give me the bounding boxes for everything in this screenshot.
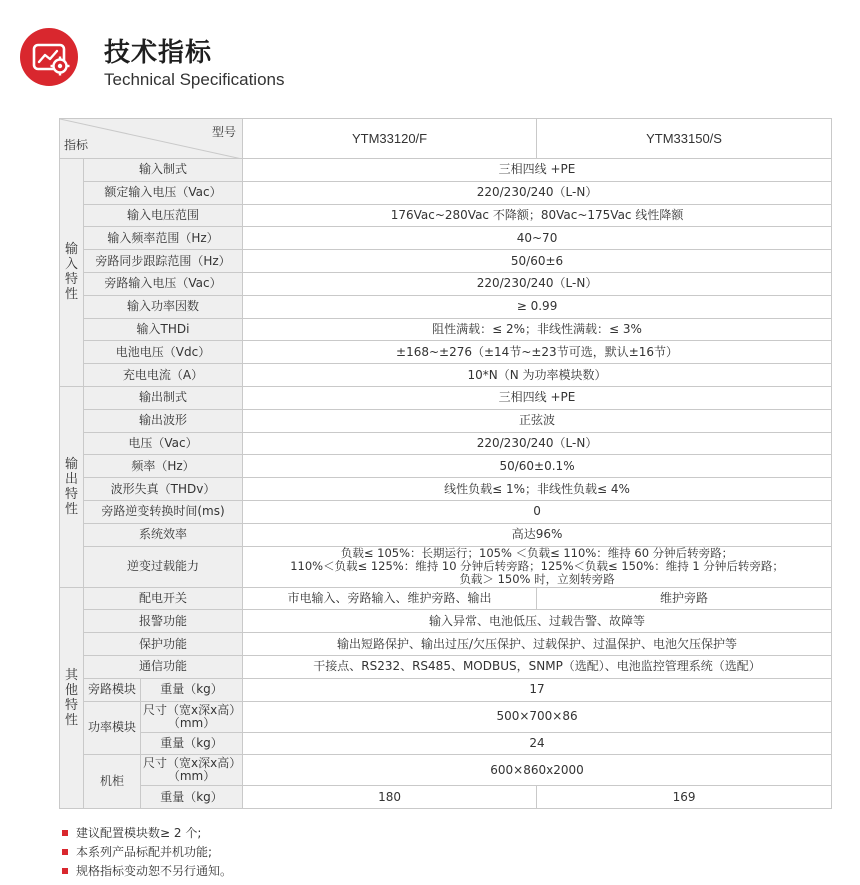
row-value: 10*N（N 为功率模块数） <box>243 364 832 387</box>
row-label: 额定输入电压（Vac） <box>84 181 243 204</box>
table-row <box>60 633 832 656</box>
row-label: 报警功能 <box>84 610 243 633</box>
list-item: 本系列产品标配并机功能; <box>62 843 232 862</box>
row-label: 系统效率 <box>84 523 243 546</box>
row-label: 尺寸（宽x深x高） （mm） <box>141 701 243 732</box>
row-value: 220/230/240（L-N） <box>243 272 832 295</box>
table-row <box>60 610 832 633</box>
table-row <box>60 295 832 318</box>
row-label: 输入频率范围（Hz） <box>84 227 243 250</box>
row-value: 600×860x2000 <box>243 755 832 786</box>
table-row <box>60 432 832 455</box>
table-row <box>60 655 832 678</box>
group-output: 输出特性 <box>60 386 84 587</box>
row-label: 重量（kg） <box>141 732 243 755</box>
row-label: 逆变过载能力 <box>84 546 243 587</box>
row-value: 高达96% <box>243 523 832 546</box>
list-item: 建议配置模块数≥ 2 个; <box>62 824 232 843</box>
gear-chart-icon <box>20 28 78 86</box>
row-value: ±168~±276（±14节~±23节可选，默认±16节） <box>243 341 832 364</box>
table-row <box>60 500 832 523</box>
row-value: 阻性满载：≤ 2%；非线性满载：≤ 3% <box>243 318 832 341</box>
row-value: 输入异常、电池低压、过载告警、故障等 <box>243 610 832 633</box>
table-header-row <box>60 119 832 159</box>
row-label: 通信功能 <box>84 655 243 678</box>
table-row <box>60 478 832 501</box>
row-value: 线性负载≤ 1%；非线性负载≤ 4% <box>243 478 832 501</box>
row-label: 波形失真（THDv） <box>84 478 243 501</box>
table-row <box>60 364 832 387</box>
row-value: 正弦波 <box>243 409 832 432</box>
row-label: 机柜 <box>84 755 141 809</box>
table-row <box>60 250 832 273</box>
group-input: 输入特性 <box>60 159 84 387</box>
row-label: 旁路模块 <box>84 678 141 701</box>
notes-list <box>62 824 232 881</box>
model-header: YTM33150/S <box>537 119 832 159</box>
table-row <box>60 318 832 341</box>
overload-line: 110%＜负载≤ 125%：维持 10 分钟后转旁路；125%＜负载≤ 150%：维持 1 分钟后转旁路； <box>290 559 784 574</box>
row-value: 50/60±6 <box>243 250 832 273</box>
row-label: 保护功能 <box>84 633 243 656</box>
overload-line: 负载＞ 150% 时，立刻转旁路 <box>459 572 615 587</box>
table-corner-cell <box>60 119 243 159</box>
row-value: ≥ 0.99 <box>243 295 832 318</box>
row-value: 169 <box>537 786 832 809</box>
row-value: 干接点、RS232、RS485、MODBUS，SNMP（选配）、电池监控管理系统（选配） <box>243 655 832 678</box>
row-label: 旁路同步跟踪范围（Hz） <box>84 250 243 273</box>
row-label: 输入制式 <box>84 159 243 182</box>
row-value: 维护旁路 <box>537 587 832 610</box>
row-label: 重量（kg） <box>141 786 243 809</box>
table-row <box>60 678 832 701</box>
row-label: 重量（kg） <box>141 678 243 701</box>
row-label: 配电开关 <box>84 587 243 610</box>
table-row <box>60 732 832 755</box>
row-value: 0 <box>243 500 832 523</box>
corner-index-label: 指标 <box>64 138 89 152</box>
row-value: 三相四线 +PE <box>243 159 832 182</box>
overload-line: 负载≤ 105%：长期运行；105% ＜负载≤ 110%：维持 60 分钟后转旁路； <box>340 546 734 561</box>
row-value: 220/230/240（L-N） <box>243 432 832 455</box>
table-row <box>60 272 832 295</box>
table-row <box>60 701 832 732</box>
row-value <box>243 546 832 587</box>
row-value: 40~70 <box>243 227 832 250</box>
group-other: 其他特性 <box>60 587 84 809</box>
table-row <box>60 204 832 227</box>
row-label: 输出制式 <box>84 386 243 409</box>
row-value: 输出短路保护、输出过压/欠压保护、过载保护、过温保护、电池欠压保护等 <box>243 633 832 656</box>
row-value: 24 <box>243 732 832 755</box>
page-title: 技术指标 <box>104 38 213 68</box>
row-label: 旁路逆变转换时间(ms) <box>84 500 243 523</box>
table-row <box>60 455 832 478</box>
row-label: 频率（Hz） <box>84 455 243 478</box>
square-bullet-icon <box>62 830 68 836</box>
row-label: 输出波形 <box>84 409 243 432</box>
table-row <box>60 786 832 809</box>
table-row <box>60 159 832 182</box>
table-row <box>60 409 832 432</box>
square-bullet-icon <box>62 849 68 855</box>
row-label: 功率模块 <box>84 701 141 755</box>
table-row <box>60 341 832 364</box>
row-value: 180 <box>243 786 537 809</box>
table-row <box>60 386 832 409</box>
row-label: 输入功率因数 <box>84 295 243 318</box>
square-bullet-icon <box>62 868 68 874</box>
row-label: 电压（Vac） <box>84 432 243 455</box>
table-row <box>60 546 832 587</box>
row-value: 17 <box>243 678 832 701</box>
page-subtitle: Technical Specifications <box>104 70 285 89</box>
row-value: 50/60±0.1% <box>243 455 832 478</box>
row-label: 输入THDi <box>84 318 243 341</box>
model-header: YTM33120/F <box>243 119 537 159</box>
row-value: 176Vac~280Vac 不降额；80Vac~175Vac 线性降额 <box>243 204 832 227</box>
row-value: 500×700×86 <box>243 701 832 732</box>
table-row <box>60 181 832 204</box>
table-row <box>60 227 832 250</box>
table-row <box>60 587 832 610</box>
row-label: 电池电压（Vdc） <box>84 341 243 364</box>
row-value: 220/230/240（L-N） <box>243 181 832 204</box>
row-label: 充电电流（A） <box>84 364 243 387</box>
row-label: 输入电压范围 <box>84 204 243 227</box>
spec-table <box>59 118 832 809</box>
row-value: 市电输入、旁路输入、维护旁路、输出 <box>243 587 537 610</box>
row-label: 尺寸（宽x深x高） （mm） <box>141 755 243 786</box>
table-row <box>60 523 832 546</box>
row-value: 三相四线 +PE <box>243 386 832 409</box>
table-row <box>60 755 832 786</box>
row-label: 旁路输入电压（Vac） <box>84 272 243 295</box>
list-item: 规格指标变动恕不另行通知。 <box>62 862 232 881</box>
corner-model-label: 型号 <box>212 125 237 139</box>
